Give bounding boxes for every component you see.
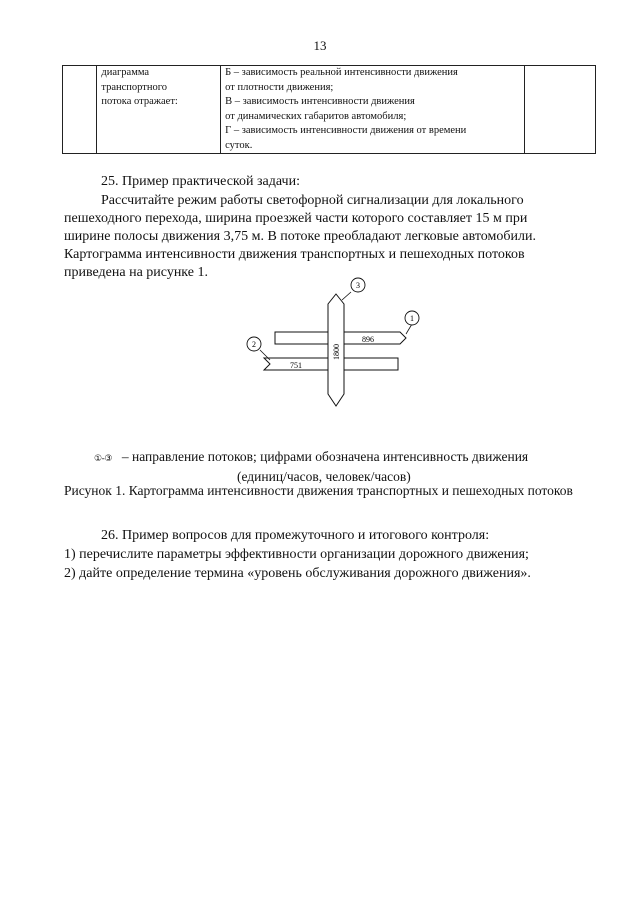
leader-line-3: [342, 292, 351, 300]
table-text-line: Б – зависимость реальной интенсивности движения: [225, 67, 458, 78]
task-heading: 25. Пример практической задачи:: [101, 174, 300, 189]
marker-label-2: 2: [252, 340, 256, 349]
table-text-line: от динамических габаритов автомобиля;: [225, 110, 407, 122]
flow-value-1: 896: [362, 335, 374, 344]
task-line: ширине полосы движения 3,75 м. В потоке преобладают легковые автомобили.: [64, 229, 536, 244]
task-line: пешеходного перехода, ширина проезжей части которого составляет 15 м при: [64, 211, 528, 226]
question-table: [62, 65, 596, 154]
task-line: Рассчитайте режим работы светофорной сигнализации для локального: [101, 193, 524, 208]
flow-cartogram-figure: [230, 276, 430, 416]
table-text-line: диаграмма: [101, 67, 150, 78]
table-text-line: от плотности движения;: [225, 81, 334, 93]
legend-text: – направление потоков; цифрами обозначена интенсивность движения: [121, 449, 529, 464]
figure-legend: [94, 448, 594, 485]
table-text-line: Г – зависимость интенсивности движения от времени: [225, 125, 467, 136]
table-text-line: В – зависимость интенсивности движения: [225, 96, 415, 107]
question-item: 1) перечислите параметры эффективности организации дорожного движения;: [64, 547, 529, 562]
question-item: 2) дайте определение термина «уровень обслуживания дорожного движения».: [64, 566, 531, 581]
table-cell-answers: [221, 66, 524, 154]
legend-units: (единиц/часов, человек/часов): [237, 469, 411, 484]
table-cell-question: [97, 66, 221, 154]
table-row: [63, 66, 596, 154]
table-text-line: потока отражает:: [101, 96, 178, 107]
leader-line-1: [406, 324, 412, 334]
table-text-line: суток.: [225, 139, 253, 151]
marker-label-1: 1: [410, 314, 414, 323]
table-text-line: транспортного: [101, 81, 167, 93]
figure-caption: Рисунок 1. Картограмма интенсивности движения транспортных и пешеходных потоков: [64, 483, 573, 498]
marker-label-3: 3: [356, 281, 360, 290]
task-line: приведена на рисунке 1.: [64, 265, 208, 280]
questions-heading: 26. Пример вопросов для промежуточного и итогового контроля:: [101, 528, 490, 543]
legend-marker-range: ①-③: [94, 454, 112, 464]
table-cell-number: [63, 66, 97, 154]
task-line: Картограмма интенсивности движения транспортных и пешеходных потоков: [64, 247, 525, 262]
page-number: 13: [313, 38, 327, 53]
table-cell-key: [524, 66, 595, 154]
flow-value-3: 1800: [332, 344, 341, 360]
flow-value-2: 751: [290, 361, 302, 370]
